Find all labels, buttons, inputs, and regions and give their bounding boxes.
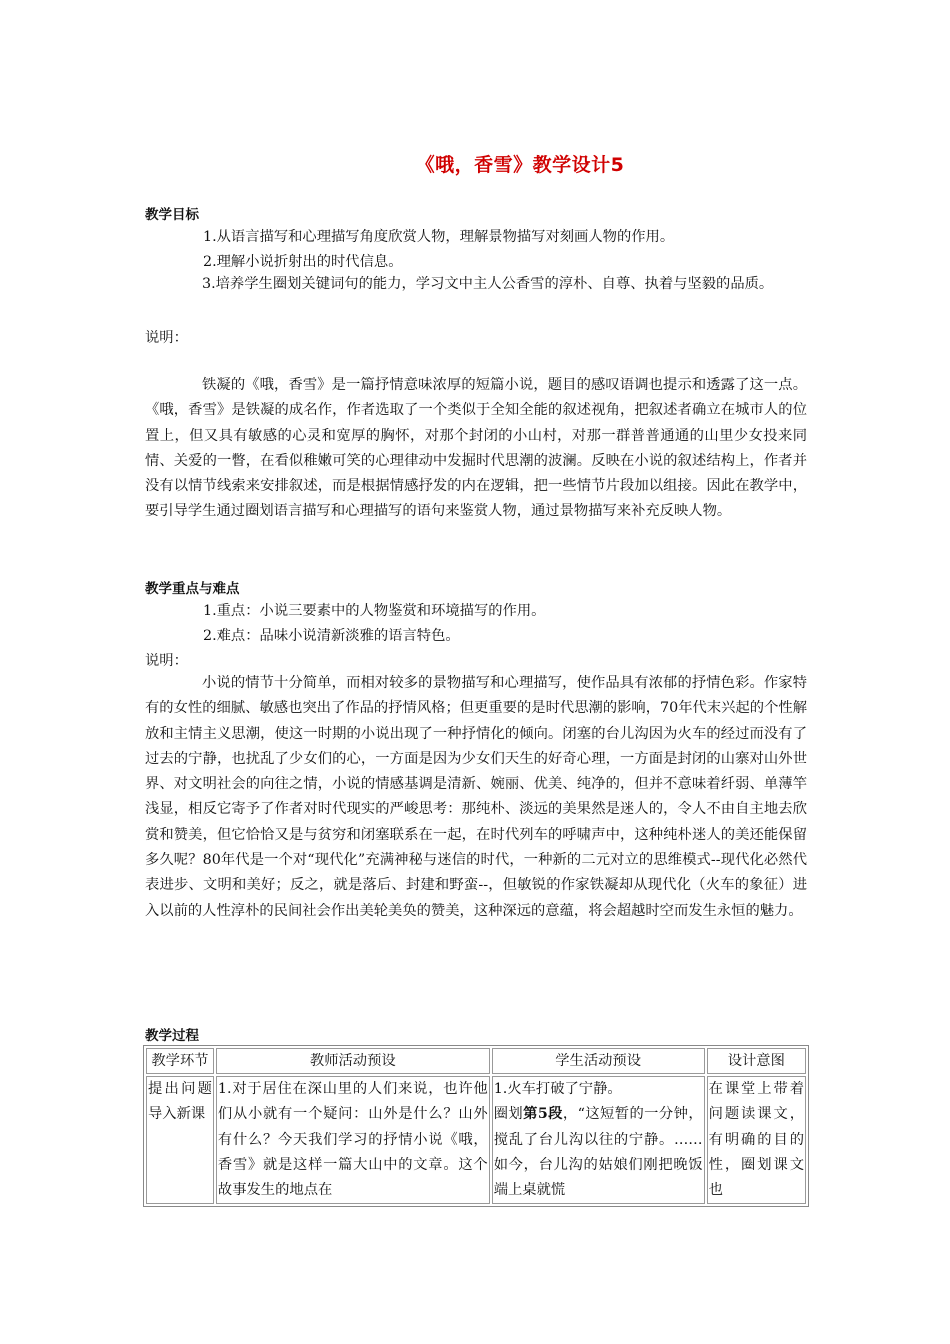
objective-item-3: 3.培养学生圈划关键词句的能力，学习文中主人公香雪的淳朴、自尊、执着与坚毅的品质。 — [202, 276, 774, 292]
student-rest: ，“这短暂的一分钟，搅乱了台儿沟以往的宁静。……如今，台儿沟的姑娘们刚把晚饭端上桌就慌 — [493, 1106, 703, 1199]
cell-stage — [146, 1076, 214, 1204]
student-line-2 — [494, 1102, 703, 1203]
objective-item-2: 2.理解小说折射出的时代信息。 — [203, 254, 403, 270]
student-bold-ref: 第5段 — [523, 1106, 563, 1123]
cell-intent — [707, 1076, 806, 1204]
keypoints-note-label: 说明： — [145, 653, 188, 669]
student-text — [494, 1077, 703, 1203]
stage-text: 提出问题导入新课 — [148, 1081, 212, 1123]
cell-teacher — [216, 1076, 490, 1204]
intent-text: 在课堂上带着问题读课文，有明确的目的性，圈划课文也 — [708, 1081, 804, 1199]
objective-item-1: 1.从语言描写和心理描写角度欣赏人物，理解景物描写对刻画人物的作用。 — [203, 229, 675, 245]
process-table — [143, 1045, 809, 1207]
objectives-note-text: 铁凝的《哦，香雪》是一篇抒情意味浓厚的短篇小说，题目的感叹语调也提示和透露了这一点。《哦，香雪》是铁凝的成名作，作者选取了一个类似于全知全能的叙述视角，把叙述者确立在城市人的位置上，但又具有敏感的心灵和宽厚的胸怀，对那个封闭的小山村，对那一群普普通通的山里少女投来同情、关爱的一瞥，在看似稚嫩可笑的心理律动中发掘时代思潮的波澜。反映在小说的叙述结构上，作者并没有以情节线索来安排叙述，而是根据情感抒发的内在逻辑，把一些情节片段加以组接。因此在教学中，要引导学生通过圈划语言描写和心理描写的语句来鉴赏人物，通过景物描写来补充反映人物。 — [145, 377, 807, 520]
teacher-text: 1.对于居住在深山里的人们来说，也许他们从小就有一个疑问：山外是什么？山外有什么？今天我们学习的抒情小说《哦，香雪》就是这样一篇大山中的文章。这个故事发生的地点在 — [217, 1081, 488, 1199]
student-prefix: 圈划 — [493, 1106, 524, 1123]
table-row — [146, 1076, 806, 1204]
objectives-heading: 教学目标 — [145, 207, 199, 223]
student-line-1: 1.火车打破了宁静。 — [493, 1081, 622, 1097]
keypoints-note-text: 小说的情节十分简单，而相对较多的景物描写和心理描写，使作品具有浓郁的抒情色彩。作家特有的女性的细腻、敏感也突出了作品的抒情风格；但更重要的是时代思潮的影响，70年代末兴起的个性解放和主情主义思潮，使这一时期的小说出现了一种抒情化的倾向。闭塞的台儿沟因为火车的经过而没有了过去的宁静，也扰乱了少女们的心，一方面是因为少女们天生的好奇心理，一方面是封闭的山寨对山外世界、对文明社会的向往之情，小说的情感基调是清新、婉丽、优美、纯净的，但并不意味着纤弱、单薄竿浅显，相反它寄予了作者对时代现实的严峻思考：那纯朴、淡远的美果然是迷人的，令人不由自主地去欣赏和赞美，但它恰恰又是与贫穷和闭塞联系在一起，在时代列车的呼啸声中，这种纯朴迷人的美还能保留多久呢？80年代是一个对“现代化”充满神秘与迷信的时代，一种新的二元对立的思维模式--现代化必然代表进步、文明和美好；反之，就是落后、封建和野蛮--，但敏锐的作家铁凝却从现代化（火车的象征）进入以前的人性淳朴的民间社会作出美轮美奂的赞美，这种深远的意蕴，将会超越时空而发生永恒的魅力。 — [145, 675, 807, 919]
keypoint-item-1: 1.重点：小说三要素中的人物鉴赏和环境描写的作用。 — [203, 603, 546, 619]
column-header-stage: 教学环节 — [146, 1048, 214, 1074]
keypoint-item-2: 2.难点：品味小说清新淡雅的语言特色。 — [203, 628, 460, 644]
column-header-student: 学生活动预设 — [492, 1048, 705, 1074]
keypoints-heading: 教学重点与难点 — [145, 581, 240, 597]
objectives-note-label: 说明： — [145, 330, 188, 346]
document-title: 《哦，香雪》教学设计5 — [415, 154, 625, 176]
column-header-intent: 设计意图 — [707, 1048, 806, 1074]
table-header-row — [146, 1048, 806, 1074]
process-heading: 教学过程 — [145, 1028, 199, 1044]
column-header-teacher: 教师活动预设 — [216, 1048, 490, 1074]
cell-student — [492, 1076, 705, 1204]
